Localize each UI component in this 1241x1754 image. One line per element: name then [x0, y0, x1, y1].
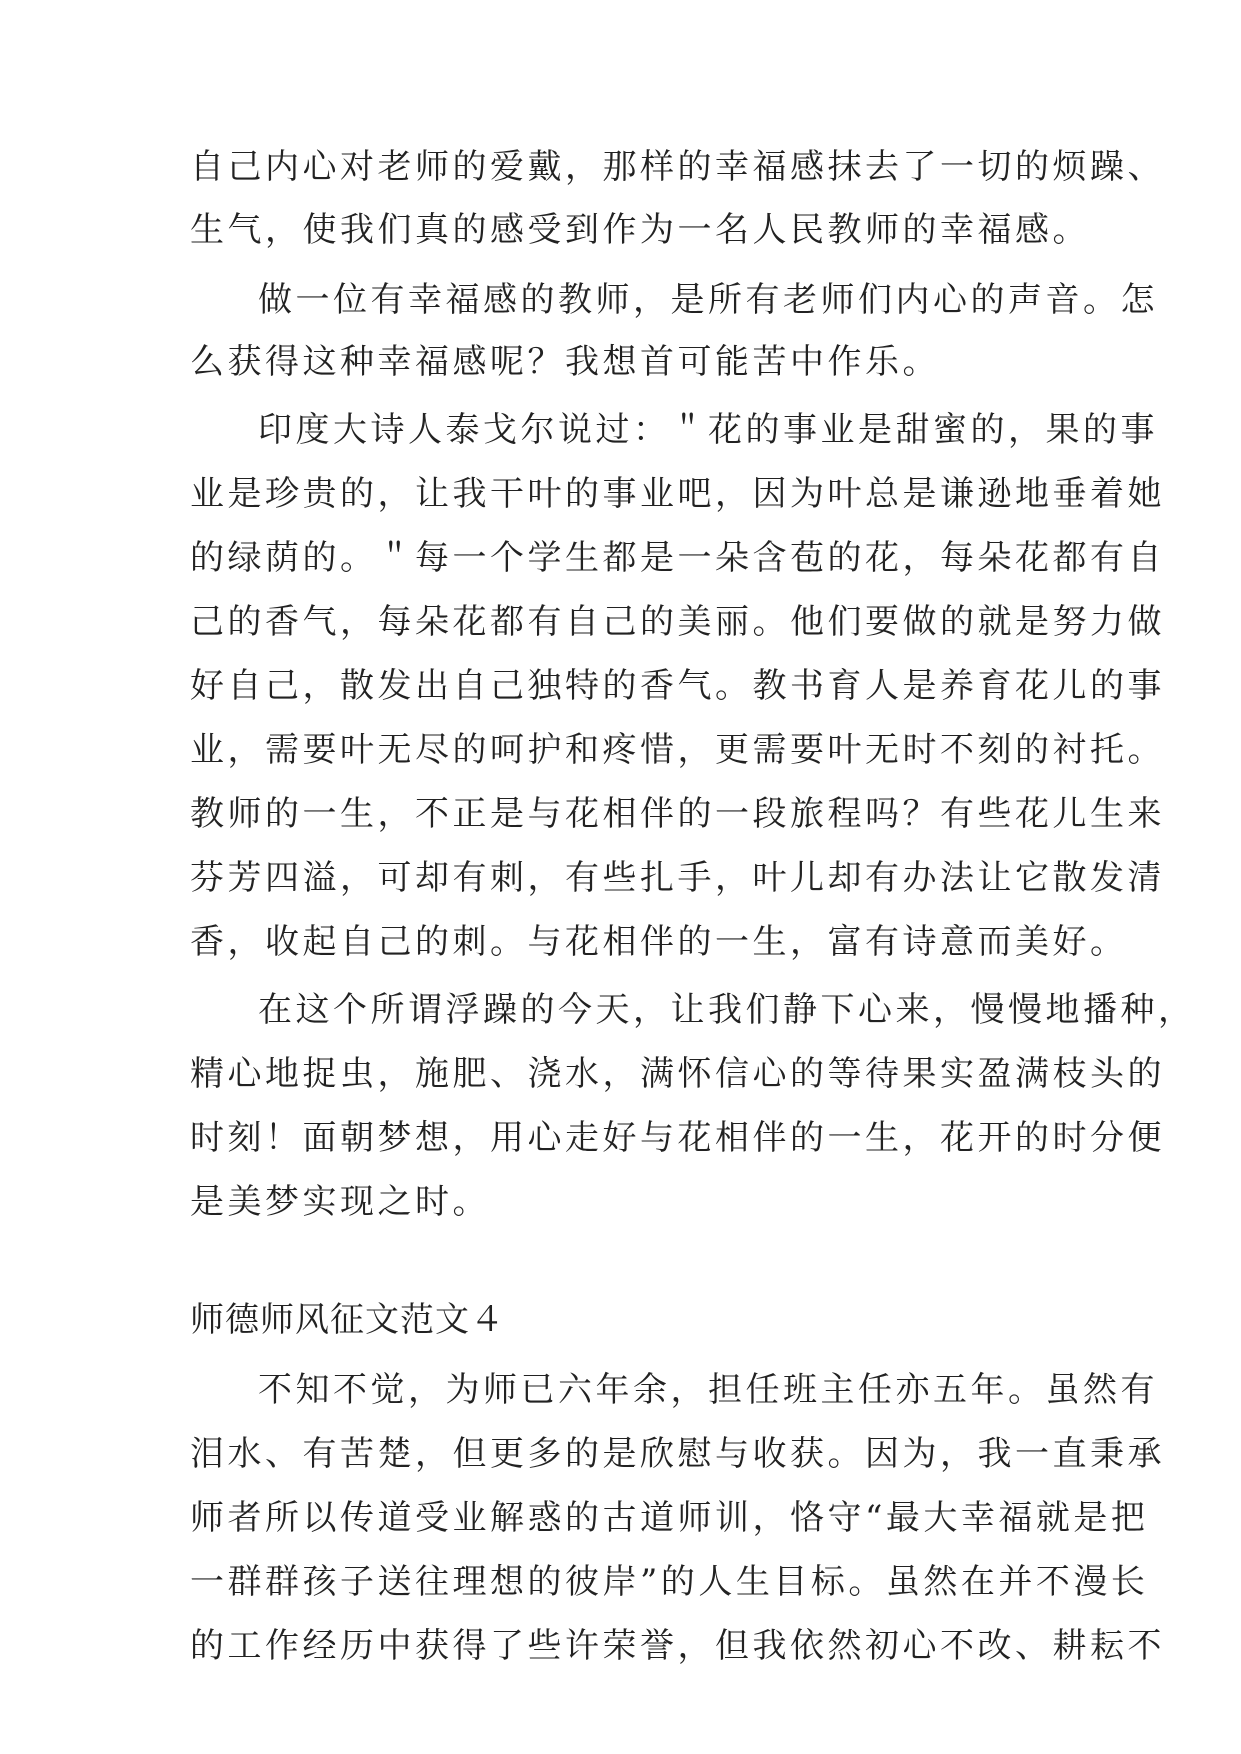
paragraph-line: 泪水、有苦楚，但更多的是欣慰与收获。因为，我一直秉承: [190, 1434, 1165, 1474]
paragraph-line: 芬芳四溢，可却有刺，有些扎手，叶儿却有办法让它散发清: [190, 858, 1165, 898]
paragraph-line: 自己内心对老师的爱戴，那样的幸福感抹去了一切的烦躁、: [190, 147, 1165, 187]
paragraph-line: 在这个所谓浮躁的今天，让我们静下心来，慢慢地播种，: [258, 990, 1196, 1030]
paragraph-line: 不知不觉，为师已六年余，担任班主任亦五年。虽然有: [258, 1370, 1158, 1410]
paragraph-line: 业，需要叶无尽的呵护和疼惜，更需要叶无时不刻的衬托。: [190, 730, 1165, 770]
paragraph-line: 么获得这种幸福感呢？我想首可能苦中作乐。: [190, 342, 940, 382]
paragraph-line: 是美梦实现之时。: [190, 1182, 490, 1222]
paragraph-line: 的绿荫的。＂每一个学生都是一朵含苞的花，每朵花都有自: [190, 538, 1165, 578]
paragraph-line: 生气，使我们真的感受到作为一名人民教师的幸福感。: [190, 210, 1090, 250]
paragraph-line: 印度大诗人泰戈尔说过：＂花的事业是甜蜜的，果的事: [258, 410, 1158, 450]
paragraph-line: 的工作经历中获得了些许荣誉，但我依然初心不改、耕耘不: [190, 1626, 1165, 1666]
paragraph-line: 教师的一生，不正是与花相伴的一段旅程吗？有些花儿生来: [190, 794, 1165, 834]
section-title: 师德师风征文范文４: [190, 1300, 505, 1340]
paragraph-line: 好自己，散发出自己独特的香气。教书育人是养育花儿的事: [190, 666, 1165, 706]
paragraph-line: 业是珍贵的，让我干叶的事业吧，因为叶总是谦逊地垂着她: [190, 474, 1165, 514]
paragraph-line: 时刻！面朝梦想，用心走好与花相伴的一生，花开的时分便: [190, 1118, 1165, 1158]
paragraph-line: 一群群孩子送往理想的彼岸”的人生目标。虽然在并不漫长: [190, 1562, 1149, 1602]
paragraph-line: 香，收起自己的刺。与花相伴的一生，富有诗意而美好。: [190, 922, 1128, 962]
paragraph-line: 己的香气，每朵花都有自己的美丽。他们要做的就是努力做: [190, 602, 1165, 642]
paragraph-line: 做一位有幸福感的教师，是所有老师们内心的声音。怎: [258, 280, 1158, 320]
paragraph-line: 师者所以传道受业解惑的古道师训，恪守“最大幸福就是把: [190, 1498, 1149, 1538]
paragraph-line: 精心地捉虫，施肥、浇水，满怀信心的等待果实盈满枝头的: [190, 1054, 1165, 1094]
